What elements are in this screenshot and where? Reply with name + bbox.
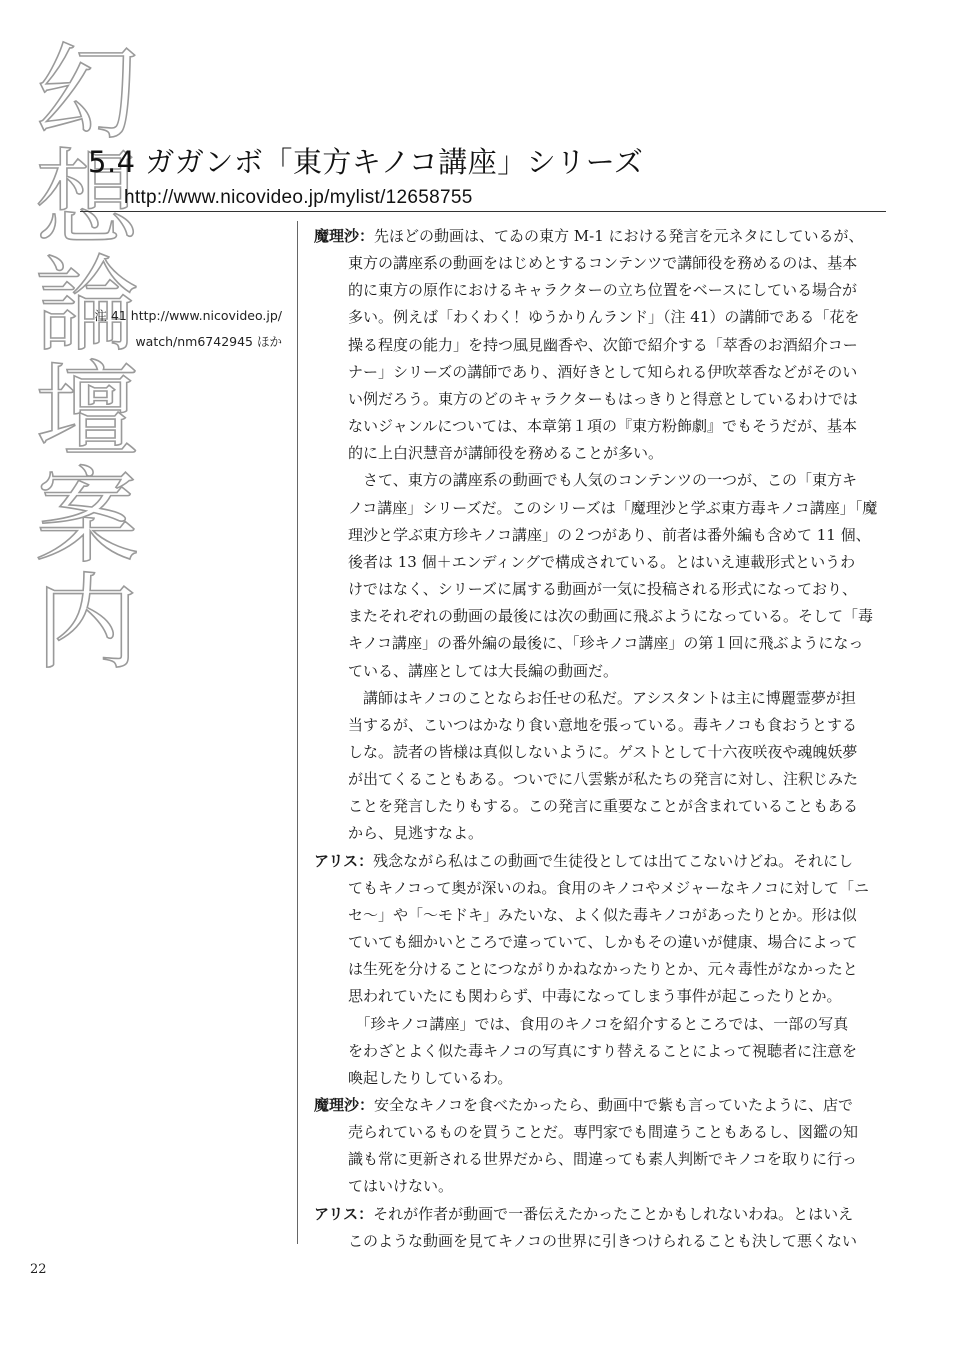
line-text: 喚起したりしているわ。 [348,1068,513,1087]
text-line [348,603,886,630]
deco-char: 壇 [34,350,139,472]
line-text: 残念ながら私はこの動画で生徒役としては出てこないけどね。それにし [373,851,854,870]
text-line [348,793,886,820]
line-text: 東方の講座系の動画をはじめとするコンテンツで講師役を務めるのは、基本 [348,254,858,273]
speaker-label: 魔理沙： [314,1096,375,1114]
line-text: またそれぞれの動画の最後には次の動画に飛ぶようになっている。そして「毒 [348,607,874,626]
text-line [314,1092,886,1119]
text-line [348,1038,886,1065]
body-text [314,223,886,1255]
line-text: 講師はキノコのことならお任せの私だ。アシスタントは主に博麗霊夢が担 [348,688,856,707]
line-text: 当するが、こいつはかなり食い意地を張っている。毒キノコも食おうとする [348,715,857,734]
title-underline [80,211,886,212]
sidenote-line: 注 41 http://www.nicovideo.jp/ [94,308,282,323]
text-line [348,359,886,386]
text-line [348,1011,886,1038]
text-line [348,440,886,467]
line-text: さて、東方の講座系の動画でも人気のコンテンツの一つが、この「東方キ [348,471,857,490]
text-line [348,929,886,956]
line-text: 安全なキノコを食べたかったら、動画中で紫も言っていたように、店で [374,1096,853,1114]
column-divider [297,221,298,1244]
speaker-label: アリス： [314,851,374,870]
dialogue-paragraph [314,848,886,1011]
line-text: てもキノコって奥が深いのね。食用のキノコやメジャーなキノコに対して「ニ [348,878,869,897]
line-text: 理沙と学ぶ東方珍キノコ講座」の２つがあり、前者は番外編も含めて 11 個、 [348,525,871,544]
line-text: 操る程度の能力」を持つ風見幽香や、次節で紹介する「萃香のお酒紹介コー [348,335,858,354]
text-line [348,875,886,902]
line-text: キノコ講座」の番外編の最後に、「珍キノコ講座」の第１回に飛ぶようになっ [348,634,864,653]
line-text: このような動画を見てキノコの世界に引きつけられることも決して悪くない [348,1231,857,1250]
line-text: ている、講座としては大長編の動画だ。 [348,661,619,680]
decorative-vertical-title [22,32,152,684]
line-text: それが作者が動画で一番伝えたかったことかもしれないわね。とはいえ [373,1204,854,1223]
page-number: 22 [30,1262,47,1277]
text-line [314,848,886,875]
line-text: ないジャンルについては、本章第１項の『東方粉飾劇』でもそうだが、基本 [348,417,858,436]
text-line [348,576,886,603]
dialogue-paragraph [314,1201,886,1255]
dialogue-paragraph [314,223,886,467]
text-line [348,739,886,766]
text-line [348,630,886,657]
text-line [348,658,886,685]
sidenote [74,303,282,355]
text-line [348,277,886,304]
body-paragraph [314,685,886,848]
line-text: てはいけない。 [348,1177,454,1196]
deco-char: 内 [34,562,139,684]
line-text: 識も常に更新される世界だから、間違っても素人判断でキノコを取りに行っ [348,1150,857,1169]
body-paragraph [314,467,886,684]
sidenote-line: watch/nm6742945 ほか [135,334,282,349]
dialogue-paragraph [314,1092,886,1201]
line-text: ナー」シリーズの講師であり、酒好きとして知られる伊吹萃香などがそのい [348,362,858,381]
line-text: しな。読者の皆様は真似しないように。ゲストとして十六夜咲夜や魂魄妖夢 [348,742,858,761]
speaker-label: アリス： [314,1204,374,1223]
section-url[interactable]: http://www.nicovideo.jp/mylist/12658755 [124,187,473,208]
body-paragraph [314,1011,886,1092]
text-line [348,250,886,277]
deco-char: 幻 [34,32,139,154]
line-text: 的に東方の原作におけるキャラクターの立ち位置をベースにしている場合が [348,281,857,300]
speaker-label: 魔理沙： [314,227,375,245]
text-line [348,386,886,413]
text-line [348,820,886,847]
line-text: セ～」や「～モドキ」みたいな、よく似た毒キノコがあったりとか。形は似 [348,905,857,924]
line-text: 多い。例えば「わくわく！ゆうかりんランド」（注 41）の講師である「花を [348,308,860,327]
line-text: をわざとよく似た毒キノコの写真にすり替えることによって視聴者に注意を [348,1041,857,1060]
text-line [314,223,886,250]
section-title: 5.4 ガガンボ「東方キノコ講座」シリーズ [88,145,644,179]
text-line [348,413,886,440]
text-line [348,902,886,929]
deco-char: 案 [34,456,139,578]
text-line [348,766,886,793]
line-text: 的に上白沢慧音が講師役を務めることが多い。 [348,444,664,463]
text-line [348,685,886,712]
line-text: い例だろう。東方のどのキャラクターもはっきりと得意としているわけでは [348,389,858,408]
text-line [348,1173,886,1200]
text-line [348,1119,886,1146]
line-text: けではなく、シリーズに属する動画が一気に投稿される形式になっており、 [348,580,857,599]
text-line [348,549,886,576]
line-text: 売られているものを買うことだ。専門家でも間違うこともあるし、図鑑の知 [348,1123,859,1142]
line-text: 「珍キノコ講座」では、食用のキノコを紹介するところでは、一部の写真 [348,1014,849,1033]
text-line [348,332,886,359]
line-text: 先ほどの動画は、てゐの東方 M-1 における発言を元ネタにしているが、 [374,227,864,245]
deco-char: 想 [34,138,139,260]
line-text: から、見逃すなよ。 [348,824,484,843]
text-line [348,1146,886,1173]
text-line [348,1065,886,1092]
text-line [348,304,886,331]
line-text: は生死を分けることにつながりかねなかったりとか、元々毒性がなかったと [348,960,858,979]
text-line [348,495,886,522]
line-text: が出てくることもある。ついでに八雲紫が私たちの発言に対し、注釈じみた [348,770,859,789]
text-line [314,1201,886,1228]
line-text: ことを発言したりもする。この発言に重要なことが含まれていることもある [348,797,859,816]
text-line [348,522,886,549]
text-line [348,712,886,739]
deco-char: 論 [34,244,139,366]
text-line [348,956,886,983]
line-text: 後者は 13 個＋エンディングで構成されている。とはいえ連載形式というわ [348,552,856,571]
line-text: ノコ講座」シリーズだ。このシリーズは「魔理沙と学ぶ東方毒キノコ講座」「魔 [348,498,878,517]
text-line [348,467,886,494]
text-line [348,1228,886,1255]
text-line [348,983,886,1010]
line-text: ていても細かいところで違っていて、しかもその違いが健康、場合によって [348,933,858,952]
line-text: 思われていたにも関わらず、中毒になってしまう事件が起こったりとか。 [348,987,842,1006]
